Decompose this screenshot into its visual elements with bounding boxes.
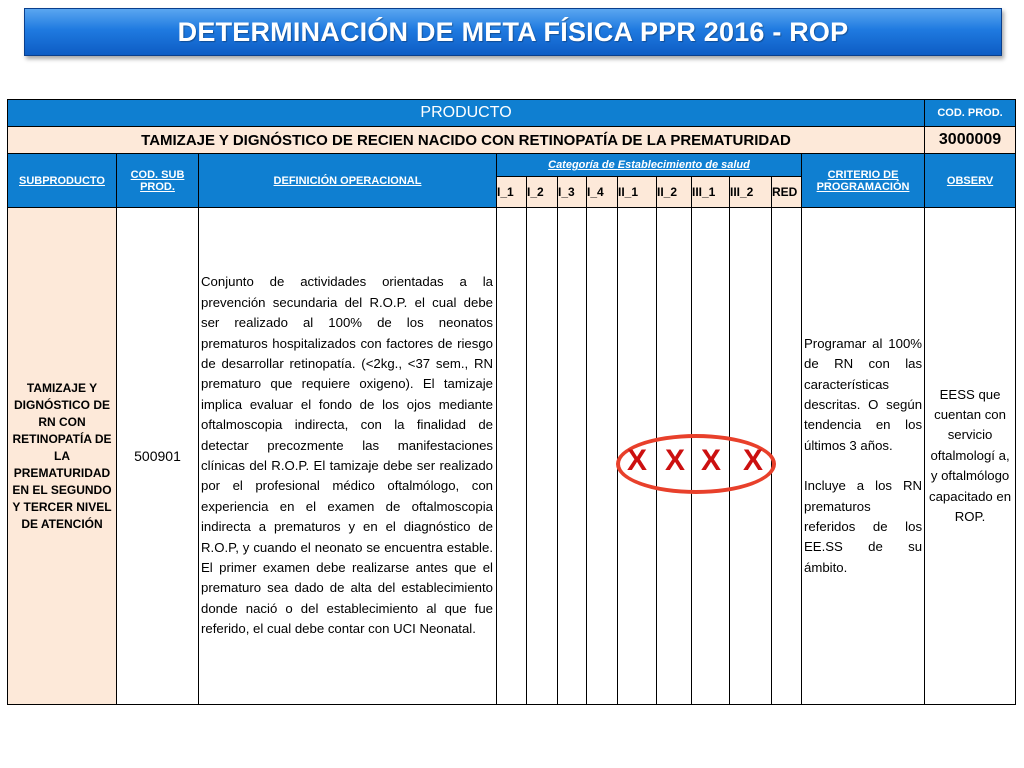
product-name: TAMIZAJE Y DIGNÓSTICO DE RECIEN NACIDO CON RETINOPATÍA DE LA PREMATURIDAD (8, 127, 925, 154)
criterio-text-1: Programar al 100% de RN con las características descritas. O según tendencia en los últimos 3 años. (804, 335, 923, 453)
observ-text: EESS que cuentan con servicio oftalmologí a, y oftalmólogo capacitado en ROP. (928, 386, 1012, 525)
cell-i4 (587, 208, 618, 705)
category-red: RED (772, 177, 802, 208)
category-i4: I_4 (587, 177, 618, 208)
category-i3: I_3 (558, 177, 587, 208)
category-i2: I_2 (527, 177, 558, 208)
mark-ii2: X (664, 444, 685, 477)
category-ii1: II_1 (618, 177, 657, 208)
criterio-cell (802, 208, 925, 705)
criterio-text-2: Incluye a los RN prematuros referidos de los EE.SS de su ámbito. (804, 478, 923, 575)
cell-i1 (497, 208, 527, 705)
page-title: DETERMINACIÓN DE META FÍSICA PPR 2016 - ROP (177, 16, 849, 47)
cod-sub-prod-cell (117, 208, 199, 705)
cod-prod-header: COD. PROD. (925, 100, 1016, 127)
subproducto-header: SUBPRODUCTO (8, 154, 117, 208)
category-iii2: III_2 (730, 177, 772, 208)
criterio-header: CRITERIO DE PROGRAMACIÓN (802, 154, 925, 208)
categoria-header: Categoría de Establecimiento de salud (497, 154, 802, 177)
product-code: 3000009 (925, 127, 1016, 154)
mark-iii1: X (700, 444, 721, 477)
definicion-text: Conjunto de actividades orientadas a la prevención secundaria del R.O.P. el cual debe ser realizado al 100% de los neonatos prematuros hospitalizados con factores de riesgo de desarrollar retinopatía. (<2kg., <37 sem., RN prematuro que requiere oxigeno). El tamizaje implica evaluar el fondo de los ojos mediante oftalmoscopia indirecta, con la finalidad de detectar precozmente las manifestaciones clínicas del R.O.P. El tamizaje debe ser realizado por el profesional médico oftalmólogo, con experiencia en el examen de oftalmoscopia indirecta a prematuros y en el diagnóstico de R.O.P, y cuando el neonato se encuentra estable. El primer examen debe realizarse antes que el prematuro sea dado de alta del establecimiento donde nació o del establecimiento al que fue referido, el cual debe contar con UCI Neonatal. (201, 274, 493, 637)
title-banner (24, 8, 1002, 56)
definicion-cell (199, 208, 497, 705)
cell-i3 (558, 208, 587, 705)
observ-cell (925, 208, 1016, 705)
cod-sub-prod-header: COD. SUB PROD. (117, 154, 199, 208)
producto-header: PRODUCTO (8, 100, 925, 127)
subproducto-text: TAMIZAJE Y DIGNÓSTICO DE RN CON RETINOPATÍA DE LA PREMATURIDAD EN EL SEGUNDO Y TERCER NIVEL DE ATENCIÓN (12, 380, 112, 531)
cod-sub-prod-value: 500901 (134, 448, 181, 464)
mark-ii1: X (626, 444, 647, 477)
cell-red (772, 208, 802, 705)
category-ii2: II_2 (657, 177, 692, 208)
observ-header: OBSERV (925, 154, 1016, 208)
meta-fisica-table (7, 99, 1016, 705)
cell-i2 (527, 208, 558, 705)
mark-iii2: X (742, 444, 763, 477)
subproducto-cell (8, 208, 117, 705)
category-iii1: III_1 (692, 177, 730, 208)
definicion-header: DEFINICIÓN OPERACIONAL (199, 154, 497, 208)
category-i1: I_1 (497, 177, 527, 208)
